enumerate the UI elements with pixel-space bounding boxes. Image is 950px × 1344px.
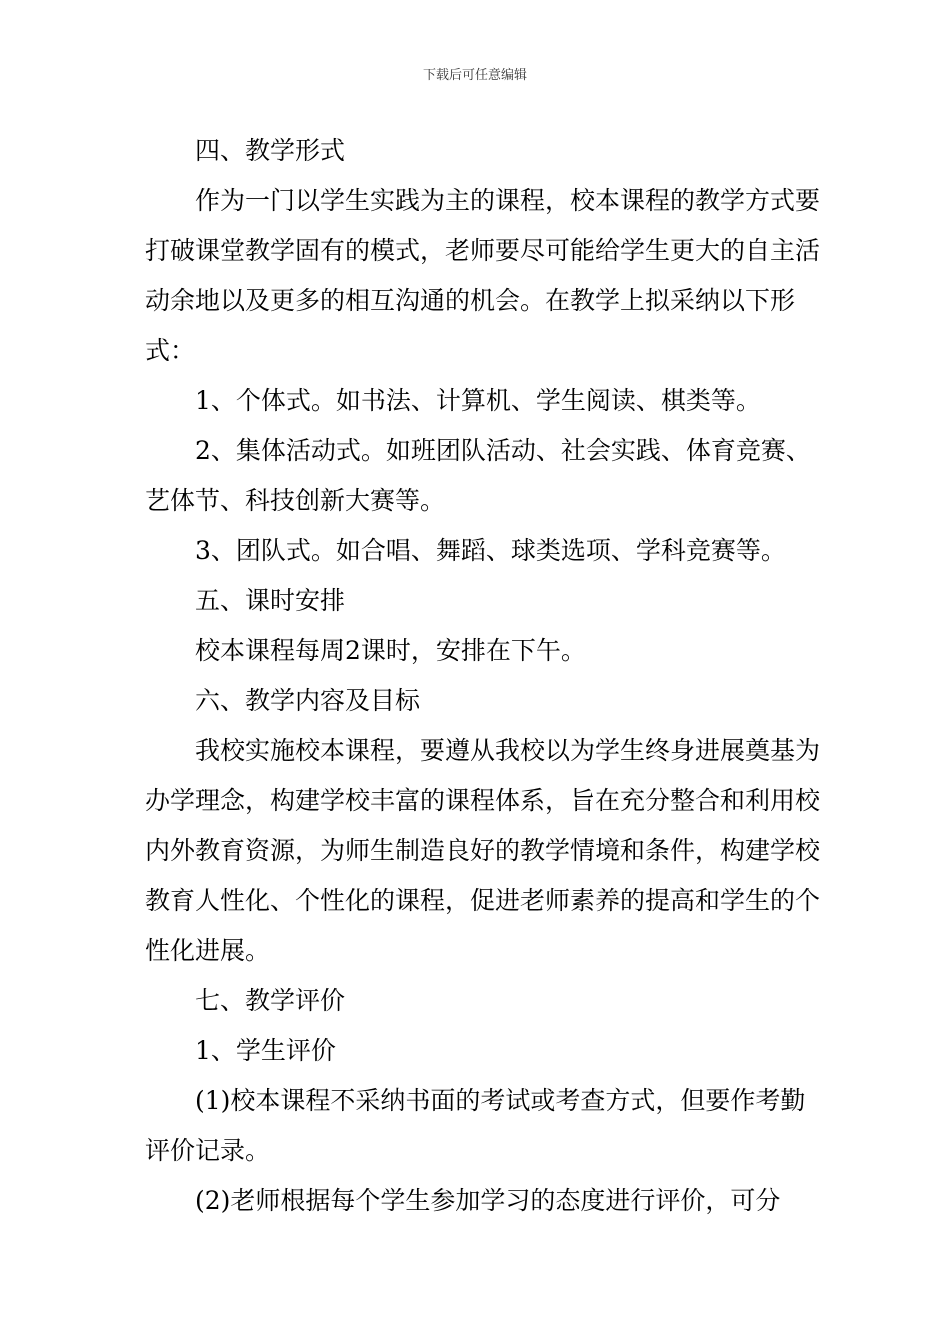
section-4-heading: 四、教学形式 [195,136,346,165]
section-4-paragraph: 作为一门以学生实践为主的课程，校本课程的教学方式要打破课堂教学固有的模式，老师要尽可能给学生更大的自主活动余地以及更多的相互沟通的机会。在教学上拟采纳以下形式： [145,186,821,365]
section-7-item-1: (1)校本课程不采纳书面的考试或考查方式，但要作考勤评价记录。 [145,1086,806,1165]
section-7-heading: 七、教学评价 [195,986,346,1015]
page-header-note: 下载后可任意编辑 [422,68,527,83]
document-body [145,126,825,1226]
section-5-heading: 五、课时安排 [195,586,346,615]
section-7-item-2: (2)老师根据每个学生参加学习的态度进行评价，可分 [195,1186,781,1215]
section-6-paragraph: 我校实施校本课程，要遵从我校以为学生终身进展奠基为办学理念，构建学校丰富的课程体系，旨在充分整合和利用校内外教育资源，为师生制造良好的教学情境和条件，构建学校教育人性化、个性化的课程，促进老师素养的提高和学生的个性化进展。 [145,736,821,965]
section-4-item-2: 2、集体活动式。如班团队活动、社会实践、体育竞赛、艺体节、科技创新大赛等。 [145,436,811,515]
section-4-item-3: 3、团队式。如合唱、舞蹈、球类选项、学科竞赛等。 [195,536,786,565]
section-5-paragraph: 校本课程每周2课时，安排在下午。 [195,636,586,665]
section-7-subheading-1: 1、学生评价 [195,1036,336,1065]
section-6-heading: 六、教学内容及目标 [195,686,421,715]
section-4-item-1: 1、个体式。如书法、计算机、学生阅读、棋类等。 [195,386,761,415]
